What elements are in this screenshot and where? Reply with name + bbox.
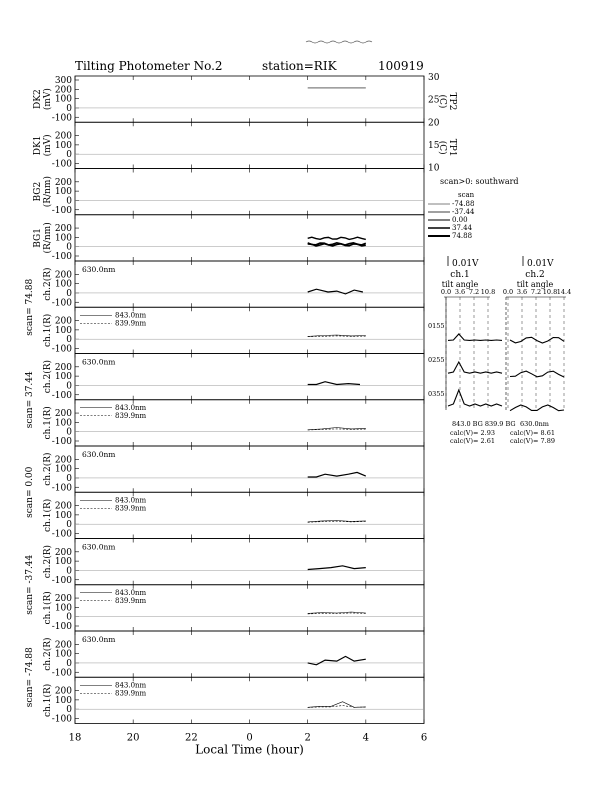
- y-tick-label: 100: [54, 418, 72, 429]
- panel-frame: [75, 446, 424, 492]
- y-tick-label: 0: [66, 103, 72, 114]
- panel-ylabel: [42, 499, 53, 532]
- y-tick-label: 200: [54, 224, 72, 235]
- y-tick-label: -100: [51, 113, 72, 124]
- x-tick-label: 18: [68, 732, 82, 744]
- panel-2: [33, 169, 424, 216]
- panel-ylabel: [42, 453, 53, 486]
- series-line: [308, 289, 363, 294]
- panel-7: [42, 400, 424, 447]
- inset-ch1-trace: [448, 334, 502, 340]
- scan-legend-title: scan>0: southward: [440, 177, 519, 186]
- panel-ylabel-line: ch.1(R): [43, 406, 53, 440]
- y-tick-label: 0: [66, 705, 72, 716]
- temp-axis-line: (C): [437, 140, 447, 155]
- temp-axis-line: (C): [437, 94, 447, 109]
- temp-axis-line: TP2: [447, 92, 457, 111]
- tilt-tick: 14.4: [556, 288, 572, 296]
- y-tick-label: 0: [66, 288, 72, 299]
- y-tick-label: 0: [66, 381, 72, 392]
- y-tick-label: 200: [54, 85, 72, 96]
- panel-ylabel-line: (R/nm): [43, 176, 53, 208]
- temperature-axes: [428, 73, 457, 174]
- panel-ylabel: [33, 134, 53, 156]
- scan-group-label: scan= -37.44: [25, 554, 35, 615]
- y-tick-label: 100: [54, 279, 72, 290]
- y-tick-label: 100: [54, 649, 72, 660]
- y-tick-label: -100: [51, 437, 72, 447]
- station-label: station=RIK: [262, 59, 337, 73]
- inset-footer-ch1: 843.0 BG 839.9 BG: [452, 420, 516, 428]
- y-tick-label: 100: [54, 510, 72, 521]
- scan-legend-entry: -74.88: [452, 200, 475, 208]
- y-tick-label: 0: [66, 658, 72, 669]
- tilt-tick: 10.8: [542, 288, 558, 296]
- panel-5: [42, 307, 424, 354]
- panel-1: [33, 122, 424, 169]
- panel-frame: [75, 539, 424, 585]
- y-tick-label: 0: [66, 196, 72, 207]
- scan-legend-entry: -37.44: [452, 208, 475, 216]
- y-tick-label: -100: [51, 529, 72, 540]
- panel-10: [42, 539, 424, 586]
- scan-group-label: scan= 37.44: [25, 371, 35, 429]
- x-tick-label: 2: [304, 732, 311, 744]
- panel-label: 630.0nm: [82, 265, 116, 274]
- inset-ch1-trace: [448, 362, 502, 373]
- y-tick-label: 0: [66, 473, 72, 484]
- y-tick-label: -100: [51, 483, 72, 494]
- scan-legend: [428, 177, 519, 240]
- y-tick-label: 200: [54, 131, 72, 142]
- legend-label: 843.0nm: [115, 588, 147, 597]
- panel-11: [42, 585, 424, 632]
- y-tick-label: -100: [51, 205, 72, 216]
- legend-label: 843.0nm: [115, 311, 147, 320]
- x-axis-label: Local Time (hour): [195, 742, 304, 757]
- y-tick-label: -100: [51, 622, 72, 632]
- y-tick-label: 100: [54, 603, 72, 614]
- series-line: [308, 382, 360, 385]
- y-tick-label: 0: [66, 427, 72, 438]
- y-tick-label: 100: [54, 233, 72, 244]
- y-tick-label: -100: [51, 159, 72, 170]
- y-tick-label: -100: [51, 344, 72, 355]
- legend-label: 839.9nm: [115, 504, 147, 513]
- scan-group-label: scan= -74.88: [25, 647, 35, 708]
- y-tick-label: -100: [51, 575, 72, 586]
- x-tick-label: 4: [362, 732, 370, 744]
- legend-label: 843.0nm: [115, 681, 147, 690]
- temp-tick-label: 15: [428, 140, 440, 151]
- series-line: [308, 472, 366, 477]
- panel-0: [33, 76, 424, 123]
- panel-frame: [75, 215, 424, 261]
- tilt-tick: 0.0: [502, 288, 514, 296]
- inset-footer-ch2: 630.0nm: [520, 420, 549, 428]
- scan-group-label: scan= 74.88: [25, 278, 35, 336]
- legend-label: 843.0nm: [115, 403, 147, 412]
- inset-ch1-trace: [448, 390, 502, 406]
- legend-label: 839.9nm: [115, 411, 147, 420]
- y-tick-label: 200: [54, 501, 72, 512]
- calc-ch1: calc(V)= 2.61: [450, 437, 495, 445]
- panel-ylabel: [42, 545, 53, 578]
- panel-frame: [75, 76, 424, 122]
- inset-ch2-trace: [510, 371, 564, 377]
- y-tick-label: 200: [54, 455, 72, 466]
- panel-12: [42, 631, 424, 678]
- panel-ylabel: [42, 406, 53, 439]
- y-tick-label: -100: [51, 668, 72, 679]
- panel-3: [33, 215, 424, 262]
- panel-frame: [75, 169, 424, 215]
- panel-frame: [75, 261, 424, 307]
- calc-ch2: calc(V)= 7.89: [510, 437, 555, 445]
- y-tick-label: 100: [54, 557, 72, 568]
- legend-label: 839.9nm: [115, 319, 147, 328]
- y-tick-label: -100: [51, 252, 72, 262]
- panel-ylabel-line: DK1: [33, 135, 43, 156]
- panel-ylabel-line: (mV): [43, 134, 53, 157]
- y-tick-label: 200: [54, 270, 72, 281]
- panel-ylabel-line: ch.2(R): [43, 360, 53, 394]
- panel-ylabel-line: ch.2(R): [43, 637, 53, 671]
- panel-ylabel: [42, 638, 53, 671]
- scan-legend-heading: scan: [458, 191, 475, 199]
- inset-ch2-trace: [510, 337, 564, 343]
- panel-ylabel: [33, 88, 53, 110]
- y-tick-label: -100: [51, 714, 72, 725]
- bg1-series-line: [308, 237, 366, 239]
- y-tick-label: 0: [66, 612, 72, 623]
- panel-label: 630.0nm: [82, 542, 116, 552]
- chart-header: [75, 41, 424, 73]
- y-tick-label: 200: [54, 177, 72, 188]
- y-tick-label: 0: [66, 520, 72, 531]
- scan-legend-entry: 0.00: [452, 216, 468, 224]
- panel-frame: [75, 122, 424, 168]
- y-tick-label: 0: [66, 566, 72, 577]
- tilt-angle-inset: [428, 256, 571, 445]
- plot-panels: [25, 76, 424, 725]
- y-tick-label: 200: [54, 409, 72, 420]
- x-tick-label: 0: [246, 732, 253, 744]
- panel-13: [42, 677, 424, 724]
- panel-ylabel-line: ch.1(R): [43, 498, 53, 532]
- scan-legend-entry: 74.88: [452, 232, 473, 240]
- legend-label: 839.9nm: [115, 689, 147, 698]
- panel-9: [42, 492, 424, 539]
- y-tick-label: 0: [66, 242, 72, 253]
- y-tick-label: 100: [54, 140, 72, 151]
- panel-ylabel-line: BG2: [33, 181, 43, 202]
- panel-ylabel: [42, 268, 53, 301]
- panel-ylabel: [33, 176, 53, 207]
- tilt-tick: 3.6: [516, 288, 528, 296]
- panel-ylabel: [42, 314, 53, 347]
- temp-tick-label: 10: [428, 163, 440, 174]
- series-line: [308, 656, 366, 664]
- date-label: 100919: [378, 59, 424, 73]
- tilt-tick: 7.2: [468, 288, 480, 296]
- inset-row-label: 0355: [428, 390, 445, 398]
- legend-label: 843.0nm: [115, 496, 147, 505]
- panel-ylabel-line: ch.1(R): [43, 683, 53, 717]
- panel-label: 630.0nm: [82, 635, 116, 644]
- y-tick-label: 100: [54, 695, 72, 706]
- panel-ylabel: [33, 222, 53, 253]
- panel-frame: [75, 354, 424, 400]
- temp-tick-label: 25: [428, 95, 440, 106]
- panel-ylabel-line: (R/nm): [43, 222, 53, 254]
- panel-ylabel: [42, 591, 53, 624]
- panel-4: [42, 261, 424, 308]
- temp-tick-label: 30: [428, 73, 440, 83]
- temp_axis_bottom-label: [437, 139, 457, 157]
- scale-label: 0.01V: [527, 259, 554, 269]
- y-tick-label: 0: [66, 150, 72, 161]
- inset-ch2-trace: [510, 405, 564, 411]
- tilt-axis-label: tilt angle: [441, 280, 479, 289]
- y-tick-label: 200: [54, 316, 72, 327]
- x-axis: [69, 733, 428, 757]
- y-tick-label: 200: [54, 640, 72, 651]
- chart-title: Tilting Photometer No.2: [75, 59, 223, 73]
- panel-ylabel-line: ch.1(R): [43, 313, 53, 347]
- y-tick-label: -100: [51, 390, 72, 401]
- y-tick-label: 100: [54, 372, 72, 383]
- panel-ylabel-line: ch.2(R): [43, 452, 53, 486]
- channel-name: ch.1: [450, 270, 470, 280]
- inset-row-label: 0155: [428, 322, 445, 330]
- panel-ylabel-line: ch.2(R): [43, 545, 53, 579]
- y-tick-label: 200: [54, 686, 72, 697]
- x-tick-label: 6: [420, 732, 428, 744]
- y-tick-label: 200: [54, 594, 72, 605]
- x-tick-label: 22: [184, 732, 198, 744]
- panel-6: [42, 354, 424, 401]
- tilt-axis-label: tilt angle: [516, 280, 554, 289]
- y-tick-label: 100: [54, 187, 72, 198]
- temp_axis_top-label: [437, 93, 457, 111]
- y-tick-label: -100: [51, 298, 72, 309]
- inset-row-label: 0255: [428, 356, 445, 364]
- scan-group-label: scan= 0.00: [25, 466, 35, 518]
- panel-frame: [75, 631, 424, 677]
- temp-tick-label: 20: [428, 118, 440, 129]
- panel-ylabel-line: ch.1(R): [43, 591, 53, 625]
- panel-ylabel-line: DK2: [33, 89, 43, 109]
- tilt-tick: 10.8: [480, 288, 496, 296]
- x-tick-label: 20: [126, 732, 140, 744]
- calc-ch1: calc(V)= 2.93: [450, 429, 495, 437]
- y-tick-label: 200: [54, 362, 72, 373]
- calc-ch2: calc(V)= 8.61: [510, 429, 555, 437]
- panel-ylabel: [42, 360, 53, 393]
- panel-8: [42, 446, 424, 493]
- wave-decoration: [306, 41, 372, 43]
- y-tick-label: 300: [54, 76, 72, 86]
- tilt-tick: 0.0: [440, 288, 452, 296]
- y-tick-label: 100: [54, 94, 72, 105]
- tilt-tick: 7.2: [530, 288, 542, 296]
- panel-label: 630.0nm: [82, 357, 116, 367]
- y-tick-label: 0: [66, 335, 72, 346]
- y-tick-label: 200: [54, 547, 72, 558]
- panel-ylabel-line: (mV): [43, 88, 53, 111]
- tilt-tick: 3.6: [454, 288, 466, 296]
- panel-ylabel: [42, 684, 53, 717]
- series-line: [308, 566, 366, 570]
- temp-axis-line: TP1: [447, 138, 457, 157]
- channel-name: ch.2: [525, 270, 545, 280]
- panel-ylabel-line: ch.2(R): [43, 267, 53, 301]
- panel-label: 630.0nm: [82, 450, 116, 459]
- panel-ylabel-line: BG1: [33, 228, 43, 248]
- scale-label: 0.01V: [452, 259, 479, 269]
- y-tick-label: 100: [54, 325, 72, 336]
- legend-label: 839.9nm: [115, 596, 147, 605]
- scan-legend-entry: 37.44: [452, 224, 473, 232]
- y-tick-label: 100: [54, 464, 72, 475]
